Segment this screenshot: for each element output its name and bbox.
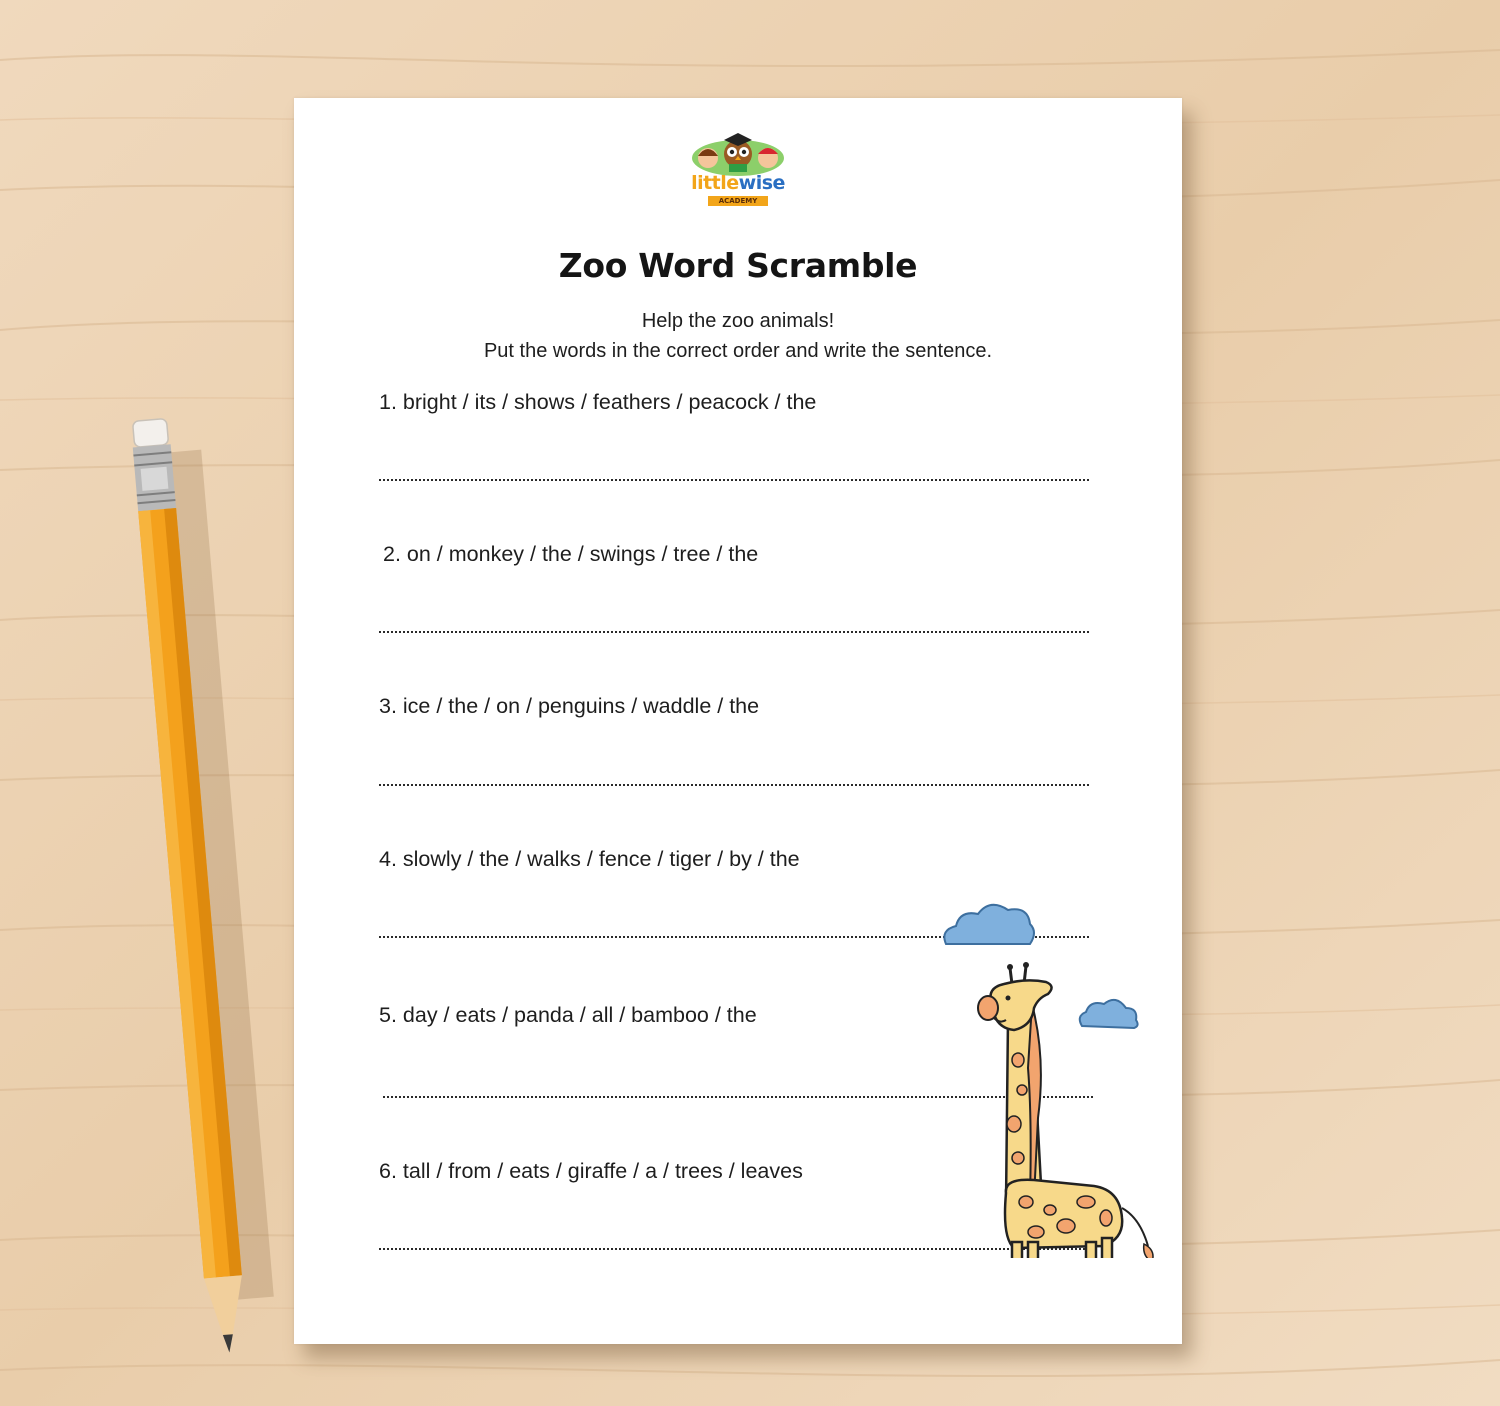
question-2: 2. on / monkey / the / swings / tree / the bbox=[383, 542, 759, 566]
logo-word-wise: wise bbox=[738, 172, 785, 194]
logo-word-little: little bbox=[691, 172, 739, 194]
answer-line-2[interactable] bbox=[379, 631, 1089, 633]
question-4: 4. slowly / the / walks / fence / tiger / by / the bbox=[379, 847, 800, 871]
question-3: 3. ice / the / on / penguins / waddle / the bbox=[379, 694, 760, 718]
question-6: 6. tall / from / eats / giraffe / a / trees / leaves bbox=[379, 1159, 803, 1183]
worksheet-page bbox=[294, 98, 1182, 1344]
cloud-icon bbox=[1080, 1000, 1138, 1028]
question-5: 5. day / eats / panda / all / bamboo / the bbox=[379, 1003, 757, 1027]
instruction-line-1: Help the zoo animals! bbox=[641, 310, 835, 332]
answer-line-3[interactable] bbox=[379, 784, 1089, 786]
question-1: 1. bright / its / shows / feathers / peacock / the bbox=[379, 390, 817, 414]
logo-academy-ribbon: ACADEMY bbox=[708, 196, 768, 206]
cloud-icon bbox=[944, 905, 1034, 944]
giraffe-illustration bbox=[934, 798, 1174, 1258]
answer-line-1[interactable] bbox=[379, 479, 1089, 481]
worksheet-title: Zoo Word Scramble bbox=[558, 246, 918, 285]
instruction-line-2: Put the words in the correct order and write the sentence. bbox=[483, 340, 993, 362]
academy-logo bbox=[686, 128, 790, 210]
